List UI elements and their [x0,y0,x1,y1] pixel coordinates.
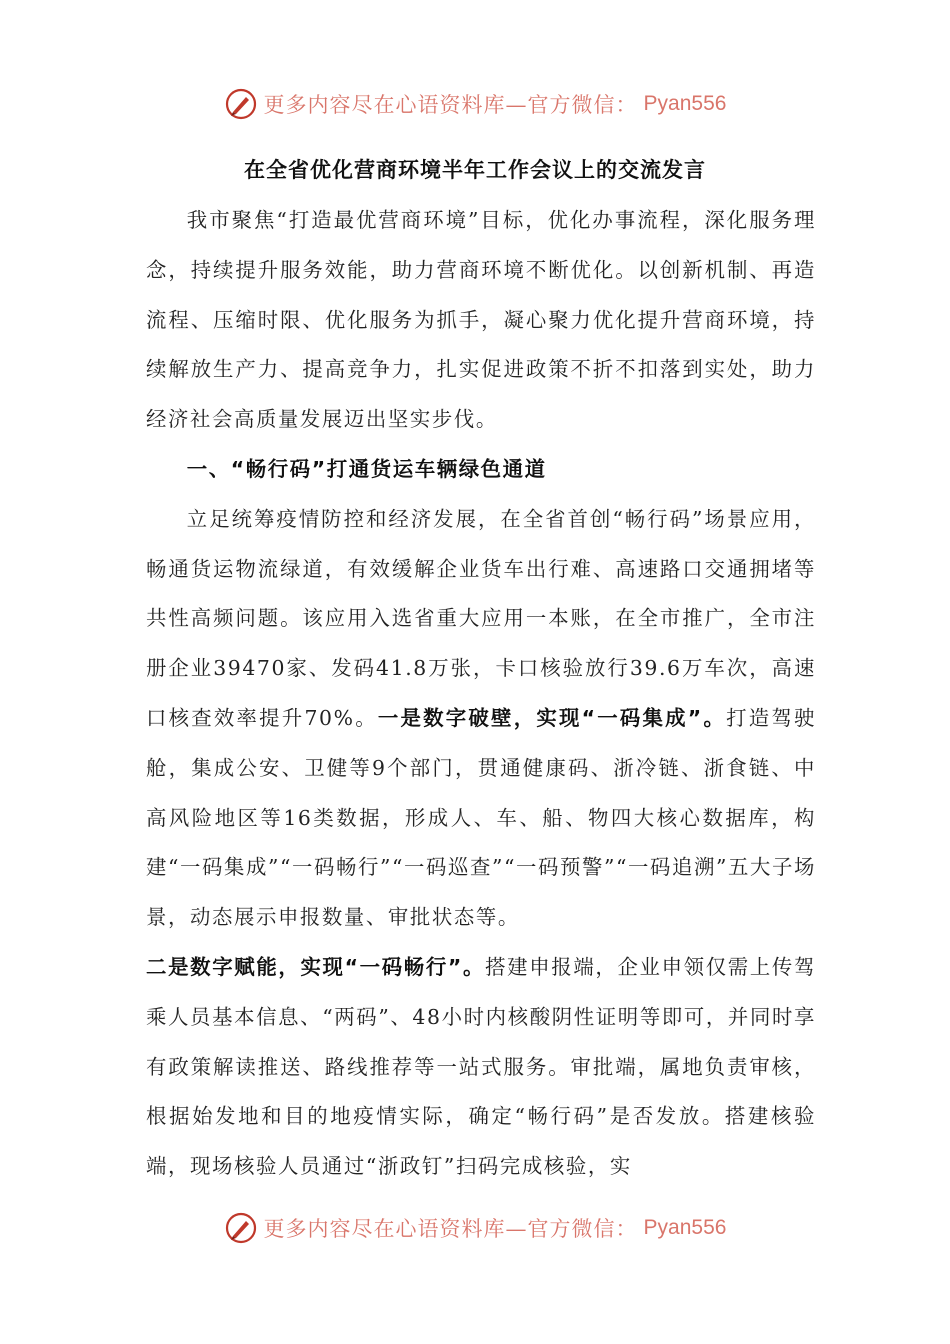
bold-point: 二是数字赋能，实现“一码畅行”。 [146,954,486,979]
intro-paragraph: 我市聚焦“打造最优营商环境”目标，优化办事流程，深化服务理念，持续提升服务效能，助力营商环境不断优化。以创新机制、再造流程、压缩时限、优化服务为抓手，凝心聚力优化提升营商环境，持续解放生产力、提高竞争力，扎实促进政策不折不扣落到实处，助力经济社会高质量发展迈出坚实步伐。 [146,208,816,432]
watermark-text: 更多内容尽在心语资料库—官方微信： [263,93,638,117]
section-paragraph [146,943,816,1192]
watermark-header [0,84,950,124]
paragraph-text: 打造驾驶舱，集成公安、卫健等9个部门，贯通健康码、浙冷链、浙食链、中高风险地区等16类数据，形成人、车、船、物四大核心数据库，构建“一码集成”“一码畅行”“一码巡查”“一码预警”“一码追溯”五大子场景，动态展示申报数量、审批状态等。 [146,705,817,930]
document-body [146,196,816,1192]
section-heading: 一、“畅行码”打通货运车辆绿色通道 [186,456,547,481]
section-paragraph [146,495,816,943]
watermark-text: 更多内容尽在心语资料库—官方微信： [263,1217,638,1241]
watermark-wechat-id: Pyan556 [643,92,727,115]
pen-circle-logo-icon [224,1211,258,1245]
paragraph-text: 搭建申报端，企业申领仅需上传驾乘人员基本信息、“两码”、48小时内核酸阴性证明等即可，并同时享有政策解读推送、路线推荐等一站式服务。审批端，属地负责审核，根据始发地和目的地疫情实际，确定“畅行码”是否发放。搭建核验端，现场核验人员通过“浙政钉”扫码完成核验，实 [146,954,816,1179]
watermark-wechat-id: Pyan556 [643,1216,727,1239]
pen-circle-logo-icon [224,87,258,121]
watermark-footer [0,1208,950,1248]
paragraph-text: 立足统筹疫情防控和经济发展，在全省首创“畅行码”场景应用，畅通货运物流绿道，有效缓解企业货车出行难、高速路口交通拥堵等共性高频问题。该应用入选省重大应用一本账，在全市推广，全市注册企业39470家、发码41.8万张，卡口核验放行39.6万车次，高速口核查效率提升70%。 [146,506,816,730]
document-title: 在全省优化营商环境半年工作会议上的交流发言 [244,158,706,182]
bold-point: 一是数字破壁，实现“一码集成”。 [377,705,727,730]
